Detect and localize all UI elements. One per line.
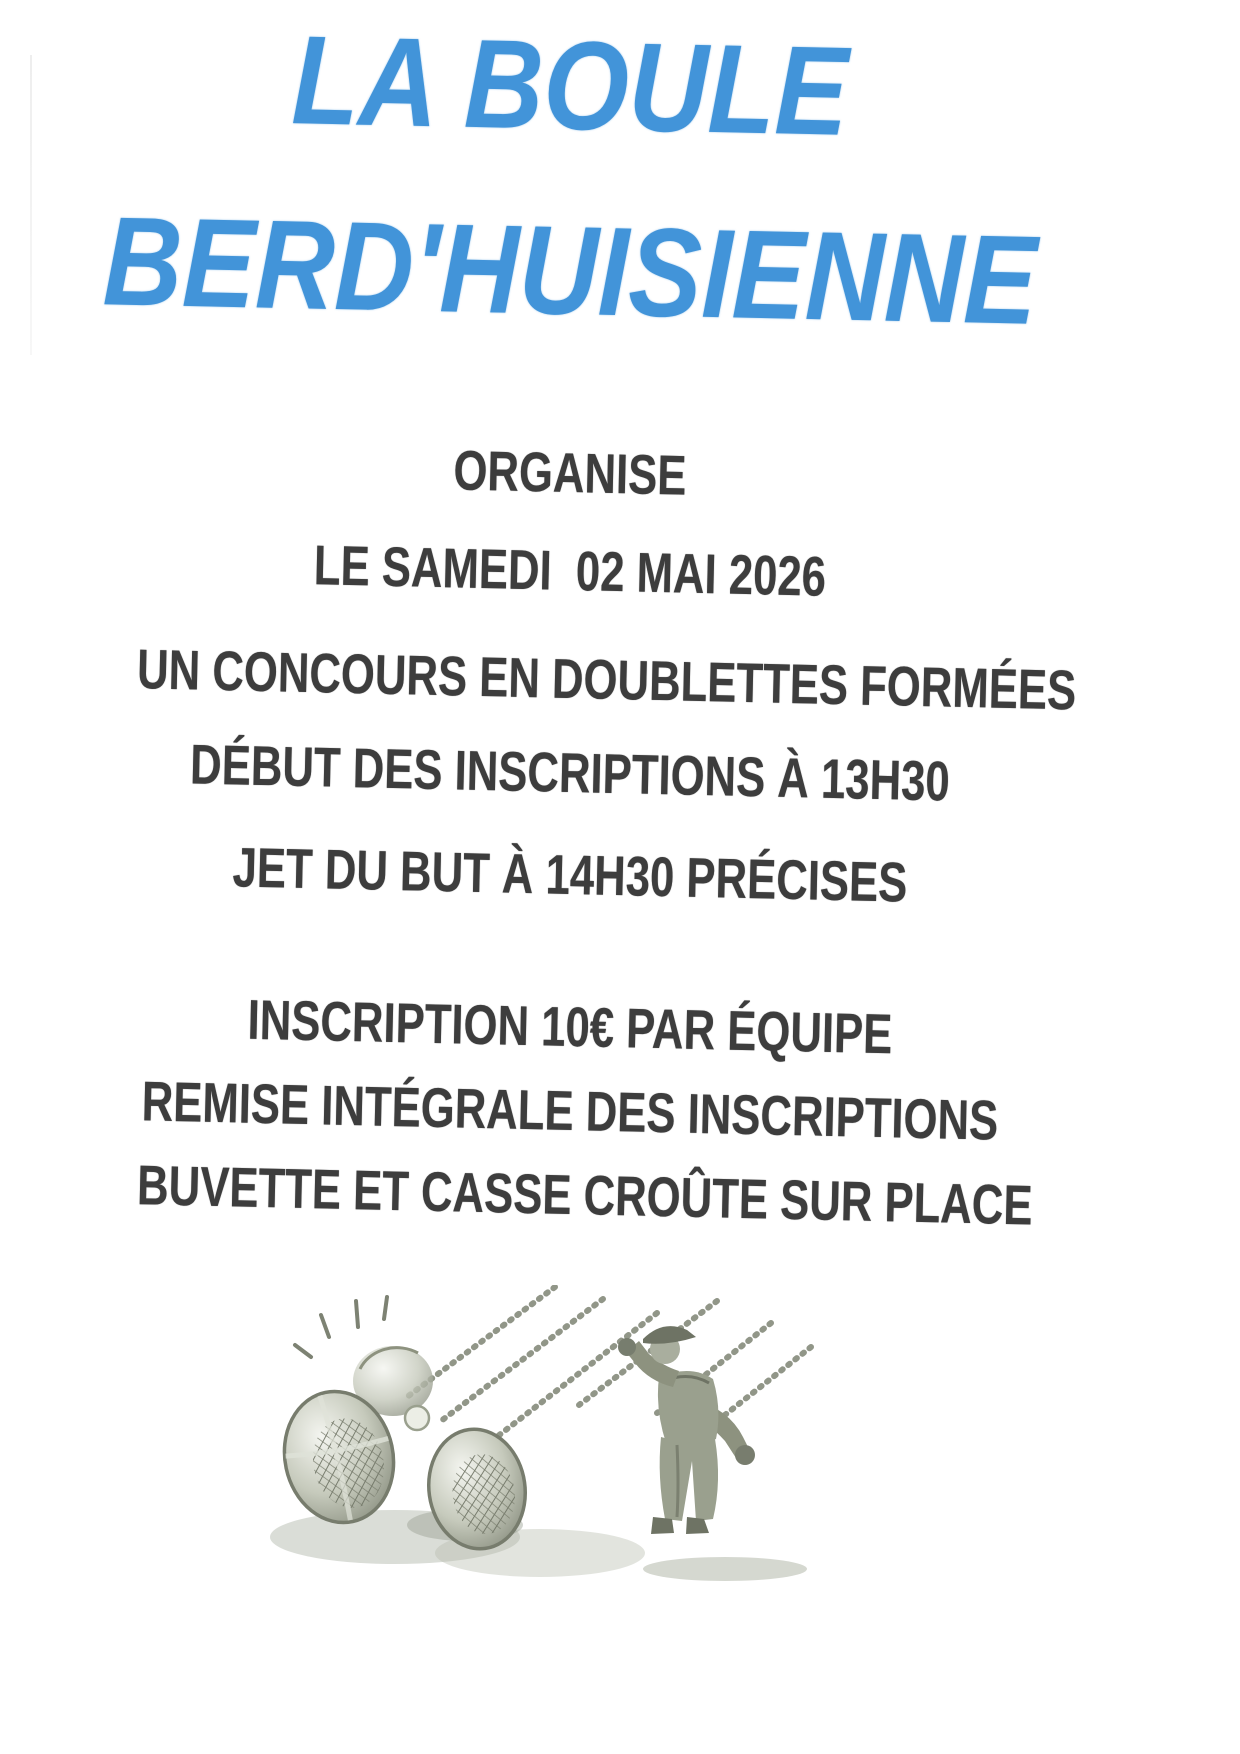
jack-ball-icon — [405, 1406, 429, 1430]
poster-title-line1: LA BOULE — [290, 9, 850, 162]
scan-artifact — [30, 55, 32, 355]
player-figure-icon — [618, 1326, 807, 1581]
text-date: LE SAMEDI 02 MAI 2026 — [313, 533, 827, 608]
text-remise: REMISE INTÉGRALE DES INSCRIPTIONS — [141, 1069, 999, 1152]
text-jet-du-but: JET DU BUT À 14H30 PRÉCISES — [231, 835, 909, 914]
text-concours: UN CONCOURS EN DOUBLETTES FORMÉES — [136, 637, 1077, 722]
text-inscription-prix: INSCRIPTION 10€ PAR ÉQUIPE — [246, 987, 894, 1066]
petanque-illustration — [225, 1285, 885, 1665]
speed-lines-icon — [407, 1287, 811, 1443]
text-debut-inscriptions: DÉBUT DES INSCRIPTIONS À 13H30 — [189, 732, 951, 813]
text-buvette: BUVETTE ET CASSE CROÛTE SUR PLACE — [136, 1153, 1034, 1237]
poster-title-line2: BERD'HUISIENNE — [101, 190, 1039, 351]
text-organise: ORGANISE — [452, 438, 688, 507]
impact-sparks-icon — [295, 1297, 387, 1357]
